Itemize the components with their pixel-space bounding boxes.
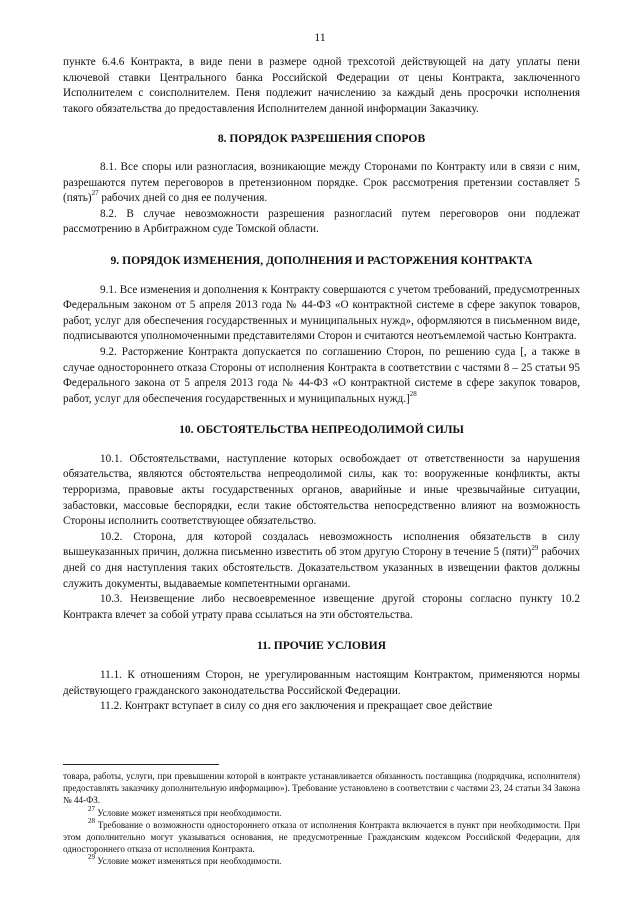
clause-10-2 <box>63 530 580 592</box>
footnote-29 <box>63 855 580 867</box>
clause-8-1 <box>63 160 580 207</box>
section-10-heading: 10. ОБСТОЯТЕЛЬСТВА НЕПРЕОДОЛИМОЙ СИЛЫ <box>179 423 464 437</box>
footnote-28 <box>63 816 580 856</box>
footnote-ref-28[interactable]: 28 <box>409 389 417 398</box>
footnote-continuation: товара, работы, услуги, при превышении которой в контракте устанавливается обязанность поставщика (подрядчика, исполнителя) предоставлять заказчику дополнительную информацию»). Требование установлено в соответствии с частями 23, 24 статьи 34 Закона № 44-ФЗ. <box>63 771 580 806</box>
section-8-heading: 8. ПОРЯДОК РАЗРЕШЕНИЯ СПОРОВ <box>217 132 426 146</box>
clause-11-2: 11.2. Контракт вступает в силу со дня его заключения и прекращает свое действие <box>100 700 493 713</box>
clause-9-2-text: 9.2. Расторжение Контракта допускается по соглашению Сторон, по решению суда [, а также в случае одностороннего отказа Стороны от исполнения Контракта в соответствии с частями 8 – 25 статьи 95 Федерального закона от 5 апреля 2013 года № 44-ФЗ «О контрактной системе в сфере закупок товаров, работ, услуг для обеспечения государственных и муниципальных нужд.] <box>63 345 580 405</box>
intro-paragraph: пункте 6.4.6 Контракта, в виде пени в размере одной трехсотой действующей на дату уплаты пени ключевой ставки Центрального банка Российской Федерации от цены Контракта, заключенного Исполнителем с соисполнителем. Пеня подлежит начислению за каждый день просрочки исполнения такого обязательства до предоставления Исполнителем данной информации Заказчику. <box>63 56 580 115</box>
section-11-heading: 11. ПРОЧИЕ УСЛОВИЯ <box>256 639 387 653</box>
footnote-ref-29[interactable]: 29 <box>531 543 539 552</box>
footnote-27-number: 27 <box>88 804 95 813</box>
footnote-28-text: Требование о возможности одностороннего отказа от исполнения Контракта включается в пункт при необходимости. При этом дополнительно могут указываться основания, не предусмотренные Гражданским кодексом Российской Федерации, для одностороннего отказа от исполнения Контракта. <box>63 819 580 855</box>
clause-10-3: 10.3. Неизвещение либо несвоевременное извещение другой стороны согласно пункту 10.2 Контракта влечет за собой утрату права ссылаться на эти обстоятельства. <box>63 593 580 621</box>
clause-10-2-text: 10.2. Сторона, для которой создалась невозможность исполнения обязательств в силу вышеуказанных причин, должна письменно известить об этом другую Сторону в течение 5 (пяти) <box>63 530 580 559</box>
footnote-ref-27[interactable]: 27 <box>91 189 99 198</box>
clause-10-2-text-end: рабочих дней со дня наступления таких обстоятельств. Доказательством указанных в извещении фактов должны служить документы, выдаваемые компетентными органами. <box>63 546 581 590</box>
footnote-27 <box>63 804 580 819</box>
clause-9-2 <box>63 345 580 407</box>
footnote-28-number: 28 <box>88 816 95 825</box>
document-body <box>63 55 580 715</box>
clause-9-1: 9.1. Все изменения и дополнения к Контракту совершаются с учетом требований, предусмотренных Федеральным законом от 5 апреля 2013 года № 44-ФЗ «О контрактной системе в сфере закупок товаров, работ, услуг для обеспечения государственных и муниципальных нужд», оформляются в письменном виде, подписываются уполномоченными представителями Сторон и считаются неотъемлемой частью Контракта. <box>63 283 580 343</box>
footnote-separator <box>63 764 219 765</box>
clause-8-1-text: 8.1. Все споры или разногласия, возникающие между Сторонами по Контракту или в связи с ним, разрешаются путем переговоров в претензионном порядке. Срок рассмотрения претензии составляет 5 (пять) <box>63 160 580 205</box>
section-9-heading: 9. ПОРЯДОК ИЗМЕНЕНИЯ, ДОПОЛНЕНИЯ И РАСТОРЖЕНИЯ КОНТРАКТА <box>110 253 533 267</box>
clause-11-1: 11.1. К отношениям Сторон, не урегулированным настоящим Контрактом, применяются нормы действующего гражданского законодательства Российской Федерации. <box>63 669 580 697</box>
page-number: 11 <box>314 30 326 44</box>
footnotes <box>63 770 580 868</box>
footnote-27-text: Условие может изменяться при необходимости. <box>95 807 282 818</box>
clause-10-1: 10.1. Обстоятельствами, наступление которых освобождает от ответственности за нарушения обязательства, являются обстоятельства непреодолимой силы, как то: вооруженные конфликты, акты терроризма, правовые акты государственных органов, аварийные и иные чрезвычайные ситуации, забастовки, массовые беспорядки, если такие обстоятельства непосредственно влияют на возможность Стороны исполнить соответствующее обязательство. <box>63 452 580 528</box>
footnote-29-text: Условие может изменяться при необходимости. <box>95 856 282 867</box>
clause-8-2: 8.2. В случае невозможности разрешения разногласий путем переговоров они подлежат рассмотрению в Арбитражном суде Томской области. <box>63 207 580 236</box>
clause-8-1-text-end: рабочих дней со дня ее получения. <box>98 192 268 205</box>
footnote-29-number: 29 <box>88 853 95 862</box>
